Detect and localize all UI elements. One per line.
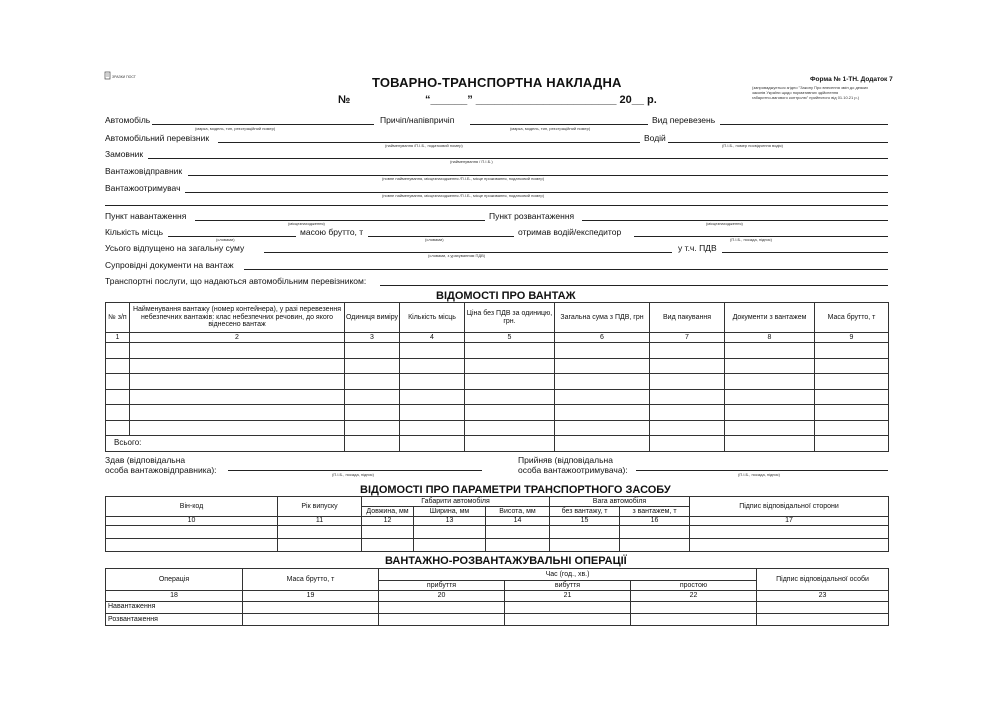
took-hint: (П.І.Б., посада, підпис) — [738, 472, 781, 477]
shipper-label: Вантажовідправник — [105, 166, 183, 176]
cargo-section-title: ВІДОМОСТІ ПРО ВАНТАЖ — [436, 290, 576, 302]
cargo-row[interactable] — [106, 405, 889, 421]
took-line[interactable] — [636, 470, 888, 471]
received-by-hint: (П.І.Б., посада, підпис) — [730, 237, 773, 242]
vehicle-signature-header: Підпис відповідальної сторони — [690, 497, 889, 517]
cargo-col-docs-header: Документи з вантажем — [725, 303, 815, 333]
places-count-hint: (словами) — [216, 237, 235, 242]
gross-mass-label: масою брутто, т — [300, 227, 364, 237]
col-number: 23 — [757, 591, 889, 601]
unloading-point-hint: (місцезнаходження) — [706, 221, 743, 226]
customer-hint: (найменування / П.І.Б.) — [450, 159, 493, 164]
form-note-line: законів України щодо нормативних здійснення — [752, 90, 839, 95]
number-label: № — [338, 94, 351, 106]
driver-label: Водій — [644, 133, 666, 143]
loading-row-label: Навантаження — [106, 601, 243, 613]
cargo-row[interactable] — [106, 374, 889, 390]
gave-hint: (П.І.Б., посада, підпис) — [332, 472, 375, 477]
col-number: 12 — [362, 517, 414, 526]
trailer-label: Причіп/напівпричіп — [380, 115, 455, 125]
gave-label: Здав (відповідальна особа вантажовідправника): — [105, 455, 217, 475]
dims-header: Габарити автомобіля — [362, 497, 550, 507]
col-number: 10 — [106, 517, 278, 526]
cargo-number-row — [106, 333, 889, 343]
cargo-row[interactable] — [106, 420, 889, 436]
no-cargo-header: без вантажу, т — [550, 507, 620, 517]
gave-line[interactable] — [228, 470, 482, 471]
took-label: Прийняв (відповідальна особа вантажоотримувача): — [518, 455, 628, 475]
docs-line[interactable] — [244, 269, 888, 270]
total-sum-hint: (словами, з урахуванням ПДВ) — [428, 253, 486, 258]
cargo-col-price-header: Ціна без ПДВ за одиницю, грн. — [465, 303, 555, 333]
loading-point-label: Пункт навантаження — [105, 211, 187, 221]
carrier-label: Автомобільний перевізник — [105, 133, 210, 143]
vehicle-section-title: ВІДОМОСТІ ПРО ПАРАМЕТРИ ТРАНСПОРТНОГО ЗАСОБУ — [360, 484, 671, 496]
col-number: 18 — [106, 591, 243, 601]
ops-signature-header: Підпис відповідальної особи — [757, 569, 889, 591]
cargo-table — [105, 302, 889, 452]
form-title: Форма № 1-ТН. Додаток 7 — [810, 76, 893, 83]
car-label: Автомобіль — [105, 115, 151, 125]
col-number: 20 — [379, 591, 505, 601]
weight-header: Вага автомобіля — [550, 497, 690, 507]
trailer-hint: (марка, модель, тип, реєстраційний номер) — [510, 126, 591, 131]
logo-text: ЗРАЗКИ ПОСТ — [112, 75, 136, 79]
vat-label: у т.ч. ПДВ — [678, 243, 717, 253]
col-number: 2 — [130, 333, 345, 343]
cargo-row[interactable] — [106, 389, 889, 405]
carrier-hint: (найменування /П.І.Б., податковий номер) — [385, 143, 463, 148]
cargo-col-sum-header: Загальна сума з ПДВ, грн — [555, 303, 650, 333]
col-number: 4 — [400, 333, 465, 343]
places-count-label: Кількість місць — [105, 227, 164, 237]
length-header: Довжина, мм — [362, 507, 414, 517]
customer-label: Замовник — [105, 149, 144, 159]
extra-line[interactable] — [105, 205, 888, 206]
total-sum-label: Усього відпущено на загальну суму — [105, 243, 245, 253]
cargo-col-mass-header: Маса брутто, т — [815, 303, 889, 333]
trailer-line[interactable] — [470, 124, 648, 125]
logo — [104, 70, 138, 84]
shipper-hint: (повне найменування, місцезнаходження /П.І.Б., місце проживання, податковий номер) — [382, 176, 545, 181]
cargo-row[interactable] — [106, 343, 889, 359]
transport-type-line[interactable] — [720, 124, 888, 125]
driver-hint: (П.І.Б., номер посвідчення водія) — [722, 143, 783, 148]
departure-header: вибуття — [505, 581, 631, 591]
operations-table — [105, 568, 889, 626]
with-cargo-header: з вантажем, т — [620, 507, 690, 517]
col-number: 9 — [815, 333, 889, 343]
cargo-col-unit-header: Одиниця виміру — [345, 303, 400, 333]
ops-mass-header: Маса брутто, т — [243, 569, 379, 591]
year-header: Рік випуску — [278, 497, 362, 517]
unloading-row-label: Розвантаження — [106, 613, 243, 625]
time-header: Час (год., хв.) — [379, 569, 757, 581]
vin-header: Він-код — [106, 497, 278, 517]
arrival-header: прибуття — [379, 581, 505, 591]
loading-point-line[interactable] — [195, 220, 485, 221]
docs-label: Супровідні документи на вантаж — [105, 260, 234, 270]
consignee-hint: (повне найменування, місцезнаходження /П.І.Б., місце проживання, податковий номер) — [382, 193, 545, 198]
idle-header: простою — [631, 581, 757, 591]
gross-mass-hint: (словами) — [425, 237, 444, 242]
col-number: 13 — [414, 517, 486, 526]
cargo-total-label: Всього: — [106, 436, 345, 452]
col-number: 16 — [620, 517, 690, 526]
cargo-total-row[interactable] — [106, 436, 889, 452]
col-number: 8 — [725, 333, 815, 343]
car-line[interactable] — [152, 124, 374, 125]
form-note-line: (запроваджується згідно "Закону Про внесення змін до деяких — [752, 85, 869, 90]
col-number: 7 — [650, 333, 725, 343]
col-number: 5 — [465, 333, 555, 343]
received-by-label: отримав водій/експедитор — [518, 227, 622, 237]
col-number: 1 — [106, 333, 130, 343]
services-label: Транспортні послуги, що надаються автомобільним перевізником: — [105, 276, 367, 286]
width-header: Ширина, мм — [414, 507, 486, 517]
operations-row-loading[interactable] — [106, 601, 889, 613]
operations-section-title: ВАНТАЖНО-РОЗВАНТАЖУВАЛЬНІ ОПЕРАЦІЇ — [385, 555, 627, 567]
col-number: 15 — [550, 517, 620, 526]
vehicle-table — [105, 496, 889, 552]
date-line: “______” _______________________ 20__ р. — [425, 94, 657, 106]
cargo-col-places-header: Кількість місць — [400, 303, 465, 333]
vehicle-row[interactable] — [106, 539, 889, 552]
car-hint: (марка, модель, тип, реєстраційний номер) — [195, 126, 276, 131]
col-number: 11 — [278, 517, 362, 526]
transport-type-label: Вид перевезень — [652, 115, 716, 125]
col-number: 17 — [690, 517, 889, 526]
col-number: 3 — [345, 333, 400, 343]
col-number: 22 — [631, 591, 757, 601]
loading-point-hint: (місцезнаходження) — [288, 221, 325, 226]
cargo-header-row — [106, 303, 889, 333]
operations-row-unloading[interactable] — [106, 613, 889, 625]
cargo-col-number-header: № з/п — [106, 303, 130, 333]
document-title: ТОВАРНО-ТРАНСПОРТНА НАКЛАДНА — [372, 75, 622, 90]
customer-line[interactable] — [148, 158, 888, 159]
col-number: 19 — [243, 591, 379, 601]
cargo-row[interactable] — [106, 358, 889, 374]
col-number: 21 — [505, 591, 631, 601]
services-line[interactable] — [380, 285, 888, 286]
col-number: 14 — [486, 517, 550, 526]
cargo-col-packing-header: Вид пакування — [650, 303, 725, 333]
form-note-line: габаритно-вагового контролю" прийнятого від 01.10.21 р.) — [752, 95, 860, 100]
unloading-point-label: Пункт розвантаження — [489, 211, 575, 221]
col-number: 6 — [555, 333, 650, 343]
vat-line[interactable] — [722, 252, 888, 253]
height-header: Висота, мм — [486, 507, 550, 517]
cargo-col-name-header: Найменування вантажу (номер контейнера), у разі перевезення небезпечних вантажів: клас небезпечних речовин, до якого віднесено вантаж — [130, 303, 345, 333]
vehicle-row[interactable] — [106, 526, 889, 539]
consignee-label: Вантажоотримувач — [105, 183, 181, 193]
operation-header: Операція — [106, 569, 243, 591]
